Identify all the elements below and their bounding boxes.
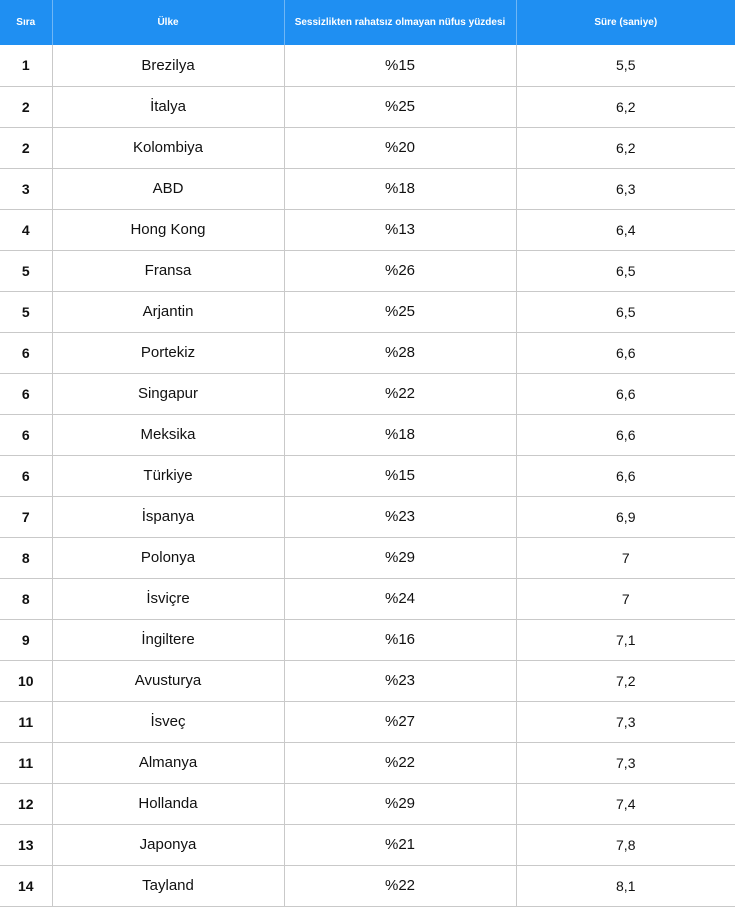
country-cell: Almanya: [52, 742, 284, 783]
table-row: [0, 45, 735, 86]
table-row: [0, 209, 735, 250]
rank-cell: 14: [0, 865, 52, 906]
percent-cell: %21: [284, 824, 516, 865]
header-duration: Süre (saniye): [516, 0, 735, 45]
percent-cell: %25: [284, 86, 516, 127]
rank-cell: 6: [0, 455, 52, 496]
country-cell: ABD: [52, 168, 284, 209]
duration-cell: 7,4: [516, 783, 735, 824]
percent-cell: %18: [284, 168, 516, 209]
country-cell: Portekiz: [52, 332, 284, 373]
table-row: [0, 824, 735, 865]
percent-cell: %24: [284, 578, 516, 619]
table-row: [0, 660, 735, 701]
duration-cell: 8,1: [516, 865, 735, 906]
table-row: [0, 578, 735, 619]
rank-cell: 10: [0, 660, 52, 701]
duration-cell: 6,6: [516, 414, 735, 455]
country-cell: Meksika: [52, 414, 284, 455]
country-cell: Hong Kong: [52, 209, 284, 250]
percent-cell: %23: [284, 660, 516, 701]
percent-cell: %22: [284, 373, 516, 414]
table-row: [0, 86, 735, 127]
rank-cell: 8: [0, 537, 52, 578]
rank-cell: 5: [0, 250, 52, 291]
country-cell: İsveç: [52, 701, 284, 742]
percent-cell: %22: [284, 865, 516, 906]
table-row: [0, 127, 735, 168]
table-row: [0, 414, 735, 455]
table-row: [0, 168, 735, 209]
duration-cell: 6,4: [516, 209, 735, 250]
country-cell: Türkiye: [52, 455, 284, 496]
rank-cell: 6: [0, 332, 52, 373]
duration-cell: 6,9: [516, 496, 735, 537]
table-row: [0, 619, 735, 660]
table-body: [0, 45, 735, 906]
country-cell: Kolombiya: [52, 127, 284, 168]
rank-cell: 3: [0, 168, 52, 209]
percent-cell: %15: [284, 45, 516, 86]
rank-cell: 11: [0, 742, 52, 783]
header-row: [0, 0, 735, 45]
header-country: Ülke: [52, 0, 284, 45]
rank-cell: 13: [0, 824, 52, 865]
rank-cell: 6: [0, 414, 52, 455]
duration-cell: 6,2: [516, 127, 735, 168]
percent-cell: %23: [284, 496, 516, 537]
duration-cell: 6,6: [516, 373, 735, 414]
duration-cell: 7,3: [516, 701, 735, 742]
percent-cell: %22: [284, 742, 516, 783]
duration-cell: 7,8: [516, 824, 735, 865]
rank-cell: 4: [0, 209, 52, 250]
percent-cell: %13: [284, 209, 516, 250]
rank-cell: 12: [0, 783, 52, 824]
duration-cell: 6,5: [516, 250, 735, 291]
percent-cell: %29: [284, 537, 516, 578]
rank-cell: 6: [0, 373, 52, 414]
rank-cell: 7: [0, 496, 52, 537]
percent-cell: %16: [284, 619, 516, 660]
duration-cell: 6,3: [516, 168, 735, 209]
duration-cell: 7: [516, 537, 735, 578]
table-row: [0, 291, 735, 332]
table-row: [0, 865, 735, 906]
duration-cell: 7,3: [516, 742, 735, 783]
country-cell: Arjantin: [52, 291, 284, 332]
rank-cell: 11: [0, 701, 52, 742]
country-cell: Hollanda: [52, 783, 284, 824]
duration-cell: 7,2: [516, 660, 735, 701]
country-cell: Avusturya: [52, 660, 284, 701]
country-cell: Singapur: [52, 373, 284, 414]
table-row: [0, 250, 735, 291]
rank-cell: 9: [0, 619, 52, 660]
country-cell: Tayland: [52, 865, 284, 906]
table-row: [0, 332, 735, 373]
duration-cell: 6,6: [516, 455, 735, 496]
percent-cell: %18: [284, 414, 516, 455]
country-cell: İtalya: [52, 86, 284, 127]
country-cell: Polonya: [52, 537, 284, 578]
table-row: [0, 496, 735, 537]
table-row: [0, 783, 735, 824]
table-row: [0, 537, 735, 578]
duration-cell: 7: [516, 578, 735, 619]
table-row: [0, 373, 735, 414]
country-cell: İngiltere: [52, 619, 284, 660]
country-cell: İspanya: [52, 496, 284, 537]
duration-cell: 6,5: [516, 291, 735, 332]
rank-cell: 2: [0, 86, 52, 127]
header-rank: Sıra: [0, 0, 52, 45]
percent-cell: %15: [284, 455, 516, 496]
duration-cell: 5,5: [516, 45, 735, 86]
table-row: [0, 742, 735, 783]
table-header: [0, 0, 735, 45]
duration-cell: 7,1: [516, 619, 735, 660]
rank-cell: 2: [0, 127, 52, 168]
percent-cell: %25: [284, 291, 516, 332]
table-row: [0, 455, 735, 496]
table-row: [0, 701, 735, 742]
rank-cell: 8: [0, 578, 52, 619]
percent-cell: %26: [284, 250, 516, 291]
rank-cell: 1: [0, 45, 52, 86]
percent-cell: %28: [284, 332, 516, 373]
rank-cell: 5: [0, 291, 52, 332]
percent-cell: %27: [284, 701, 516, 742]
percent-cell: %20: [284, 127, 516, 168]
duration-cell: 6,2: [516, 86, 735, 127]
percent-cell: %29: [284, 783, 516, 824]
country-cell: Fransa: [52, 250, 284, 291]
country-cell: İsviçre: [52, 578, 284, 619]
header-percent: Sessizlikten rahatsız olmayan nüfus yüzdesi: [284, 0, 516, 45]
duration-cell: 6,6: [516, 332, 735, 373]
country-cell: Japonya: [52, 824, 284, 865]
country-cell: Brezilya: [52, 45, 284, 86]
